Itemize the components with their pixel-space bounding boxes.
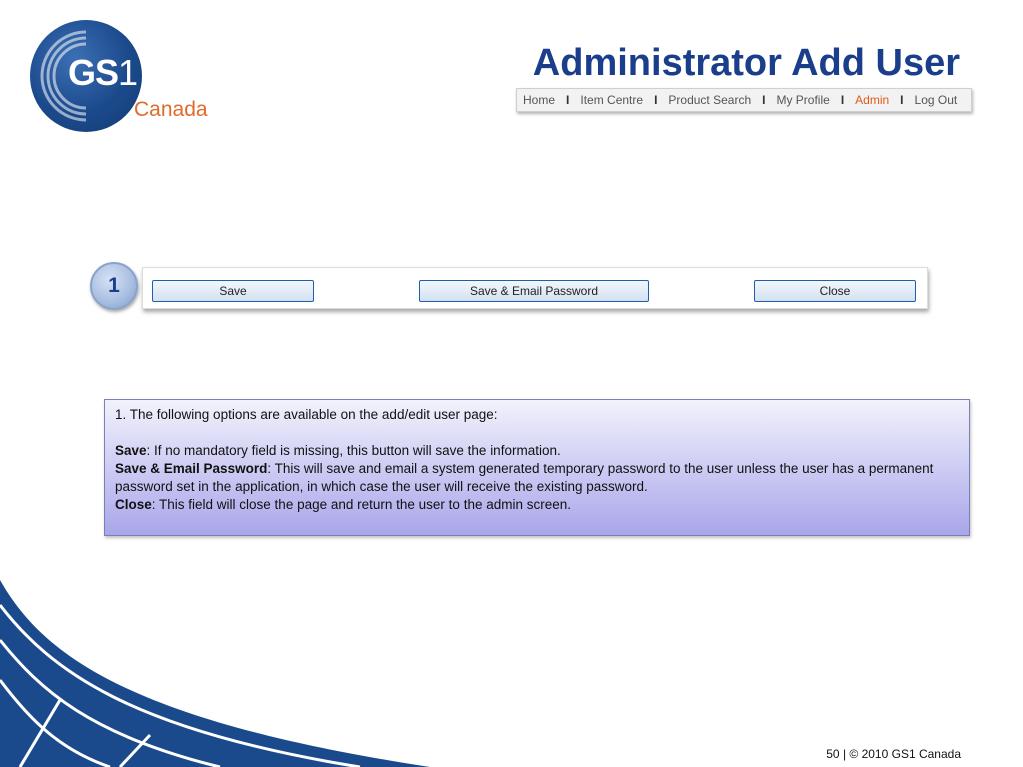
close-label: Close bbox=[115, 497, 152, 512]
step-number-badge: 1 bbox=[90, 262, 138, 310]
nav-separator: I bbox=[900, 93, 904, 107]
close-description bbox=[115, 496, 959, 514]
save-description bbox=[115, 442, 959, 460]
save-text: : If no mandatory field is missing, this button will save the information. bbox=[146, 443, 561, 458]
save-email-password-button[interactable]: Save & Email Password bbox=[419, 280, 649, 302]
page-number: 50 bbox=[826, 747, 840, 761]
nav-separator: I bbox=[654, 93, 658, 107]
copyright-text: | © 2010 GS1 Canada bbox=[842, 747, 961, 761]
top-navigation bbox=[516, 88, 972, 112]
page-footer bbox=[826, 747, 961, 761]
action-button-bar bbox=[142, 267, 928, 309]
close-button[interactable]: Close bbox=[754, 280, 916, 302]
close-text: : This field will close the page and return the user to the admin screen. bbox=[151, 497, 571, 512]
logo-wordmark: GS1 bbox=[68, 52, 138, 93]
nav-separator: I bbox=[566, 93, 570, 107]
decorative-swoosh bbox=[0, 560, 430, 767]
email-description bbox=[115, 460, 959, 496]
nav-my-profile[interactable]: My Profile bbox=[776, 93, 830, 107]
nav-item-centre[interactable]: Item Centre bbox=[580, 93, 644, 107]
gs1-canada-logo bbox=[30, 20, 220, 145]
nav-separator: I bbox=[762, 93, 766, 107]
email-label: Save & Email Password bbox=[115, 461, 268, 476]
nav-separator: I bbox=[840, 93, 845, 107]
page-title: Administrator Add User bbox=[532, 42, 960, 84]
email-text: : This will save and email a system generated temporary password to the user unless the user has a permanent password set in the application, in which case the user will receive the existing password. bbox=[115, 461, 934, 494]
description-intro: 1. The following options are available on the add/edit user page: bbox=[115, 407, 498, 422]
nav-log-out[interactable]: Log Out bbox=[914, 93, 958, 107]
nav-admin[interactable]: Admin bbox=[855, 93, 890, 107]
nav-product-search[interactable]: Product Search bbox=[668, 93, 752, 107]
description-box bbox=[104, 399, 970, 536]
save-label: Save bbox=[115, 443, 147, 458]
nav-home[interactable]: Home bbox=[523, 93, 556, 107]
logo-subtitle: Canada bbox=[134, 98, 208, 121]
save-button[interactable]: Save bbox=[152, 280, 314, 302]
